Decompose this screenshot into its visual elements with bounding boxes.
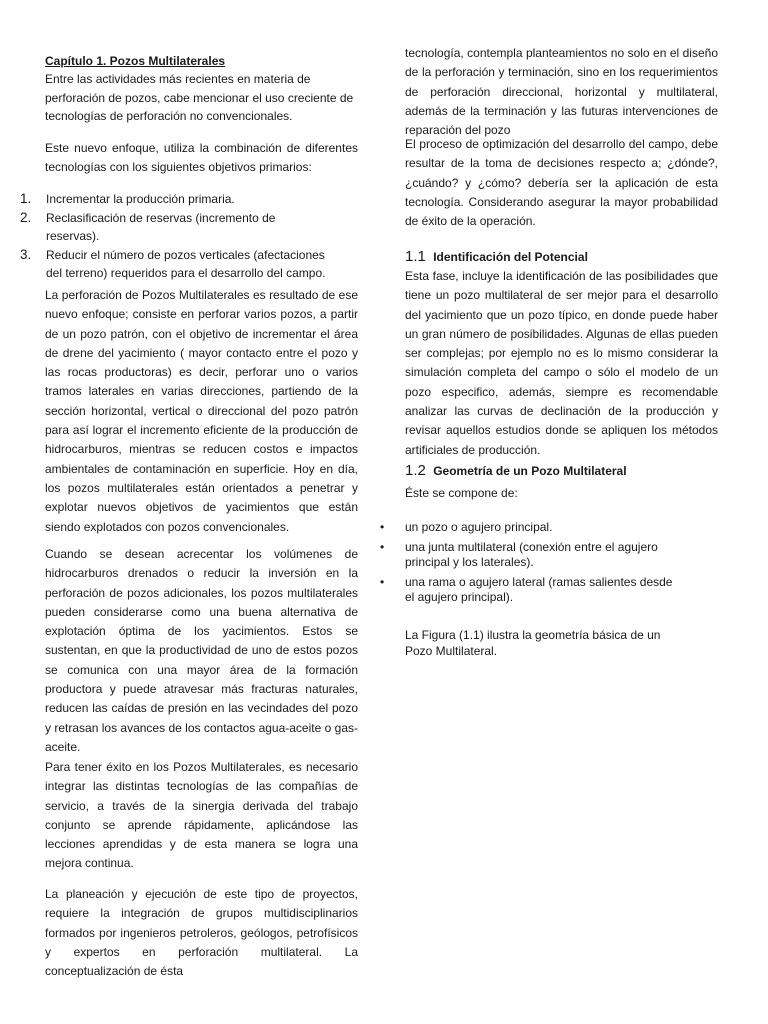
- paragraph-volumes: Cuando se desean acrecentar los volúmenes de hidrocarburos drenados o reducir la inversión en la perforación de pozos adicionales, los pozos multilaterales pueden considerarse como una buena alternativa de explotación óptima de los yacimientos. Estos se sustentan, en que la productividad de uno de estos pozos se comunica con una mayor área de la formación productora y puede atravesar más fracturas naturales, reducen las caídas de presión en las vecindades del pozo y retrasan los avances de los contactos agua-aceite o gas-aceite.: [45, 547, 358, 754]
- list-item: [380, 575, 680, 606]
- paragraph-optimization: El proceso de optimización del desarrollo del campo, debe resultar de la toma de decisiones respecto a; ¿dónde?, ¿cuándo? y ¿cómo? debería ser la aplicación de esta tecnología. Considerando asegurar la mayor probabilidad de éxito de la operación.: [405, 137, 718, 229]
- paragraph-figure-note: La Figura (1.1) ilustra la geometría básica de un Pozo Multilateral.: [405, 628, 661, 658]
- paragraph-potential: Esta fase, incluye la identificación de las posibilidades que tiene un pozo multilateral de ser mejor para el desarrollo del yacimiento que un pozo típico, en donde puede haber un gran número de posibilidades. Algunas de ellas pueden ser complejas; por ejemplo no es lo mismo considerar la simulación completa del campo o sólo el modelo de un pozo especifico, además, siempre es recomendable analizar las curvas de declinación de la producción y revisar aquellos estudios donde se apliquen los métodos artificiales de producción.: [405, 269, 718, 457]
- objectives-list: [20, 190, 332, 283]
- list-text: Reclasificación de reservas (incremento de reservas).: [46, 210, 276, 244]
- paragraph-approach: Este nuevo enfoque, utiliza la combinación de diferentes tecnologías con los siguientes objetivos primarios:: [45, 141, 358, 174]
- section-heading-1-2: [405, 462, 725, 481]
- paragraph-planning: La planeación y ejecución de este tipo de proyectos, requiere la integración de grupos multidisciplinarios formados por ingenieros petroleros, geólogos, petrofísicos y expertos en perforación multilateral. La conceptualización de ésta: [45, 887, 358, 979]
- paragraph-intro: Entre las actividades más recientes en materia de perforación de pozos, cabe mencionar el uso creciente de tecnologías de perforación no convencionales.: [45, 72, 354, 124]
- section-heading-1-1: [405, 248, 725, 267]
- section-number: 1.2: [405, 462, 426, 479]
- components-list: [380, 520, 680, 610]
- list-number: 2.: [20, 209, 32, 225]
- list-item: [380, 540, 680, 571]
- paragraph-technology: tecnología, contempla planteamientos no solo en el diseño de la perforación y terminación, sino en los requerimientos de perforación direccional, horizontal y multilateral, además de la terminación y las futuras intervenciones de reparación del pozo: [405, 46, 718, 138]
- section-title: Geometría de un Pozo Multilateral: [433, 464, 627, 478]
- list-text: un pozo o agujero principal.: [405, 520, 553, 534]
- list-text: una rama o agujero lateral (ramas salientes desde el agujero principal).: [405, 574, 673, 604]
- list-text: Reducir el número de pozos verticales (afectaciones del terreno) requeridos para el desarrollo del campo.: [46, 247, 326, 281]
- list-number: 1.: [20, 191, 32, 206]
- list-item: [20, 209, 332, 246]
- list-text: una junta multilateral (conexión entre el agujero principal y los laterales).: [405, 539, 658, 569]
- list-item: [20, 190, 332, 209]
- bullet-icon: •: [380, 574, 385, 589]
- section-number: 1.1: [405, 248, 426, 265]
- list-item: [380, 520, 680, 536]
- chapter-title: Capítulo 1. Pozos Multilaterales: [45, 54, 226, 68]
- paragraph-definition: La perforación de Pozos Multilaterales es resultado de ese nuevo enfoque; consiste en perforar varios pozos, a partir de un pozo patrón, con el objetivo de incrementar el área de drene del yacimiento ( mayor contacto entre el pozo y las rocas productoras) es decir, perforar uno o varios tramos laterales en varias direcciones, partiendo de la sección horizontal, vertical o direccional del pozo patrón para así lograr el incremento eficiente de la producción de hidrocarburos, mientras se reducen costos e impactos ambientales de contaminación en superficie. Hoy en día, los pozos multilaterales están orientados a penetrar y explotar nuevos objetivos de yacimientos que están siendo explotados con pozos convencionales.: [45, 288, 358, 534]
- list-number: 3.: [20, 246, 32, 262]
- bullet-icon: •: [380, 539, 385, 554]
- paragraph-success: Para tener éxito en los Pozos Multilaterales, es necesario integrar las distintas tecnologías de las compañías de servicio, a través de la sinergia derivada del trabajo conjunto se aprende rápidamente, aplicándose las lecciones aprendidas y de esta manera se logra una mejora continua.: [45, 760, 358, 871]
- paragraph-components-intro: Éste se compone de:: [405, 486, 518, 500]
- section-title: Identificación del Potencial: [433, 250, 588, 264]
- bullet-icon: •: [380, 520, 385, 534]
- list-item: [20, 246, 332, 283]
- list-text: Incrementar la producción primaria.: [46, 192, 235, 206]
